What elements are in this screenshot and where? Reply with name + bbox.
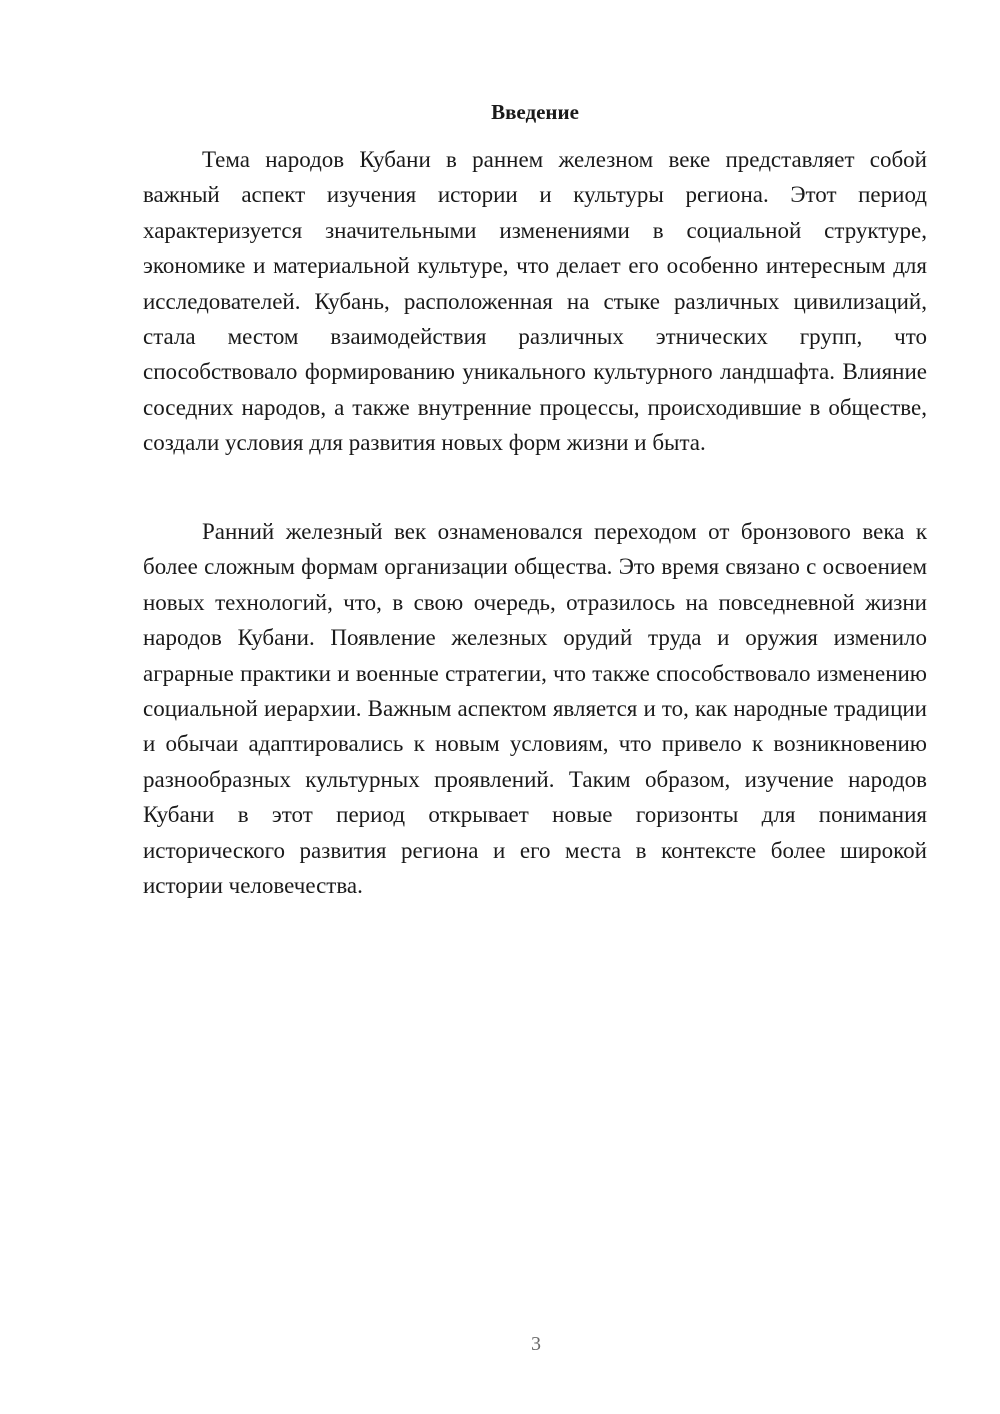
section-heading: Введение bbox=[491, 100, 579, 124]
page-number: 3 bbox=[531, 1333, 541, 1355]
paragraph-iron-age: Ранний железный век ознаменовался переходом от бронзового века к более сложным формам организации общества. Это время связано с освоением новых технологий, что, в свою очередь, отразилось на повседневной жизни народов Кубани. Появление железных орудий труда и оружия изменило аграрные практики и военные стратегии, что также способствовало изменению социальной иерархии. Важным аспектом является и то, как народные традиции и обычаи адаптировались к новым условиям, что привело к возникновению разнообразных культурных проявлений. Таким образом, изучение народов Кубани в этот период открывает новые горизонты для понимания исторического развития региона и его места в контексте более широкой истории человечества. bbox=[143, 519, 927, 899]
paragraph-intro: Тема народов Кубани в раннем железном веке представляет собой важный аспект изучения истории и культуры региона. Этот период характеризуется значительными изменениями в социальной структуре, экономике и материальной культуре, что делает его особенно интересным для исследователей. Кубань, расположенная на стыке различных цивилизаций, стала местом взаимодействия различных этнических групп, что способствовало формированию уникального культурного ландшафта. Влияние соседних народов, а также внутренние процессы, происходившие в обществе, создали условия для развития новых форм жизни и быта. bbox=[143, 147, 927, 456]
